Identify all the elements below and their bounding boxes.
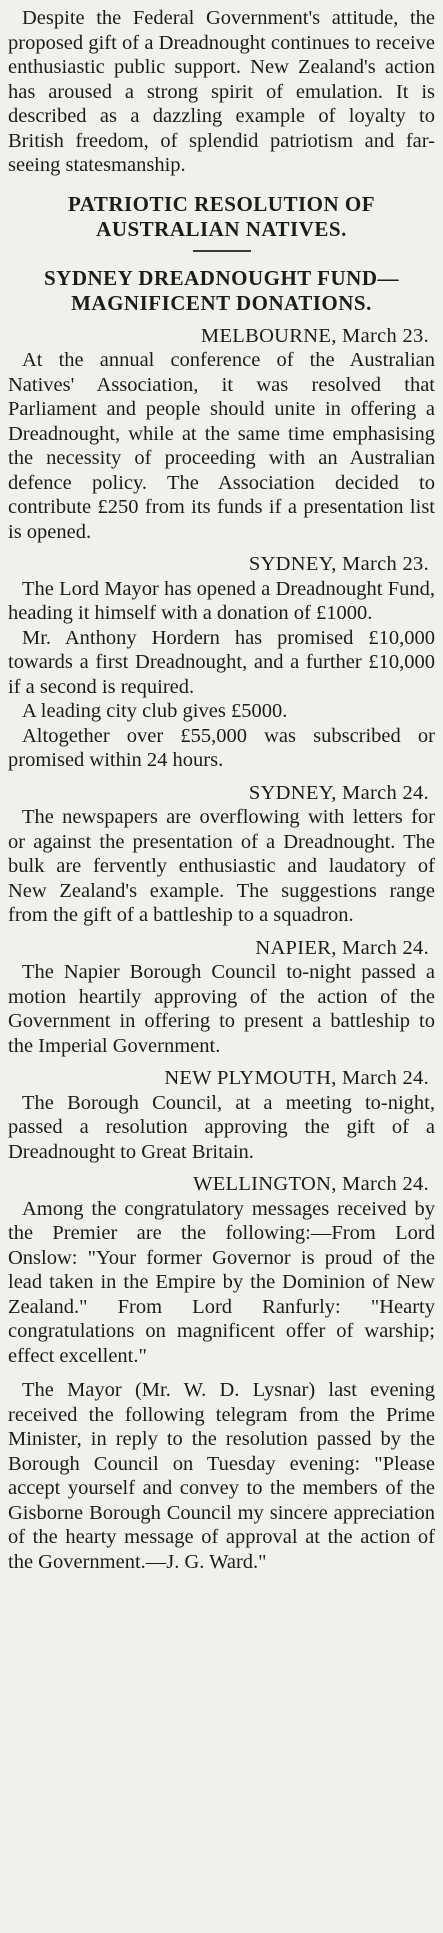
dateline-date: , March 23.: [331, 553, 429, 575]
dateline-place: NEW PLYMOUTH: [164, 1067, 332, 1089]
dispatch-paragraph: Mr. Anthony Hordern has promised £10,000 towards a first Dreadnought, and a further £10,000 if a second is required.: [8, 626, 435, 698]
dateline-place: NAPIER: [255, 936, 332, 959]
headline-patriotic-resolution: PATRIOTIC RESOLUTION OF AUSTRALIAN NATIVES.: [67, 191, 376, 241]
dateline-place: SYDNEY: [248, 781, 332, 804]
dispatch-paragraph: The Borough Council, at a meeting to-night, passed a resolution approving the gift of a Dreadnought to Great Britain.: [8, 1091, 435, 1163]
dispatch-paragraph: The newspapers are overflowing with letters for or against the presentation of a Dreadnought. The bulk are fervently enthusiastic and laudatory of New Zealand's example. The suggestions range from the gift of a battleship to a squadron.: [8, 806, 435, 926]
dispatch-paragraph: The Lord Mayor has opened a Dreadnought Fund, heading it himself with a donation of £1000.: [8, 577, 435, 624]
dateline-melbourne: [8, 324, 429, 349]
closing-paragraph: The Mayor (Mr. W. D. Lysnar) last evening received the following telegram from the Prime Minister, in reply to the resolution passed by the Borough Council on Tuesday evening: "Please accept yourself and convey to the members of the Gisborne Borough Council my sincere appreciation of the hearty message of approval at the action of the Government.—J. G. Ward.": [8, 1379, 435, 1573]
headline-sydney-fund: SYDNEY DREADNOUGHT FUND—MAGNIFICENT DONATIONS.: [43, 265, 400, 315]
dateline-date: , March 24.: [331, 936, 429, 959]
dateline-napier: [8, 936, 429, 961]
dispatch-paragraph: Altogether over £55,000 was subscribed or promised within 24 hours.: [8, 724, 435, 771]
dispatch-paragraph: A leading city club gives £5000.: [22, 700, 288, 722]
dispatch-paragraph: The Napier Borough Council to-night passed a motion heartily approving of the action of the Government in offering to present a battleship to the Imperial Government.: [8, 961, 435, 1057]
dispatch-paragraph: Among the congratulatory messages received by the Premier are the following:—From Lord Onslow: "Your former Governor is proud of the lead taken in the Empire by the Dominion of New Zealand." From Lord Ranfurly: "Hearty congratulations on magnificent offer of warship; effect excellent.": [8, 1197, 435, 1367]
dateline-place: MELBOURNE: [200, 324, 332, 347]
dispatch-paragraph: At the annual conference of the Australian Natives' Association, it was resolved that Parliament and people should unite in offering a Dreadnought, while at the same time emphasising the necessity of proceeding with an Australian defence policy. The Association decided to contribute £250 from its funds if a presentation list is opened.: [8, 349, 435, 543]
headline-rule: [193, 250, 251, 252]
dateline-date: , March 24.: [331, 1173, 429, 1195]
section-spacer: [8, 1368, 435, 1378]
dateline-new-plymouth: [8, 1066, 429, 1091]
dateline-date: , March 24.: [331, 1067, 429, 1089]
dateline-date: , March 23.: [331, 324, 429, 347]
dateline-wellington: [8, 1172, 429, 1197]
dateline-sydney-24: [8, 781, 429, 806]
dateline-sydney-23: [8, 552, 429, 577]
intro-paragraph: Despite the Federal Government's attitude, the proposed gift of a Dreadnought continues to receive enthusiastic public support. New Zealand's action has aroused a strong spirit of emulation. It is described as a dazzling example of loyalty to British freedom, of splendid patriotism and far-seeing statesmanship.: [8, 7, 435, 176]
dateline-place: SYDNEY: [248, 553, 332, 575]
dateline-place: WELLINGTON: [193, 1173, 332, 1195]
dateline-date: , March 24.: [331, 781, 429, 804]
